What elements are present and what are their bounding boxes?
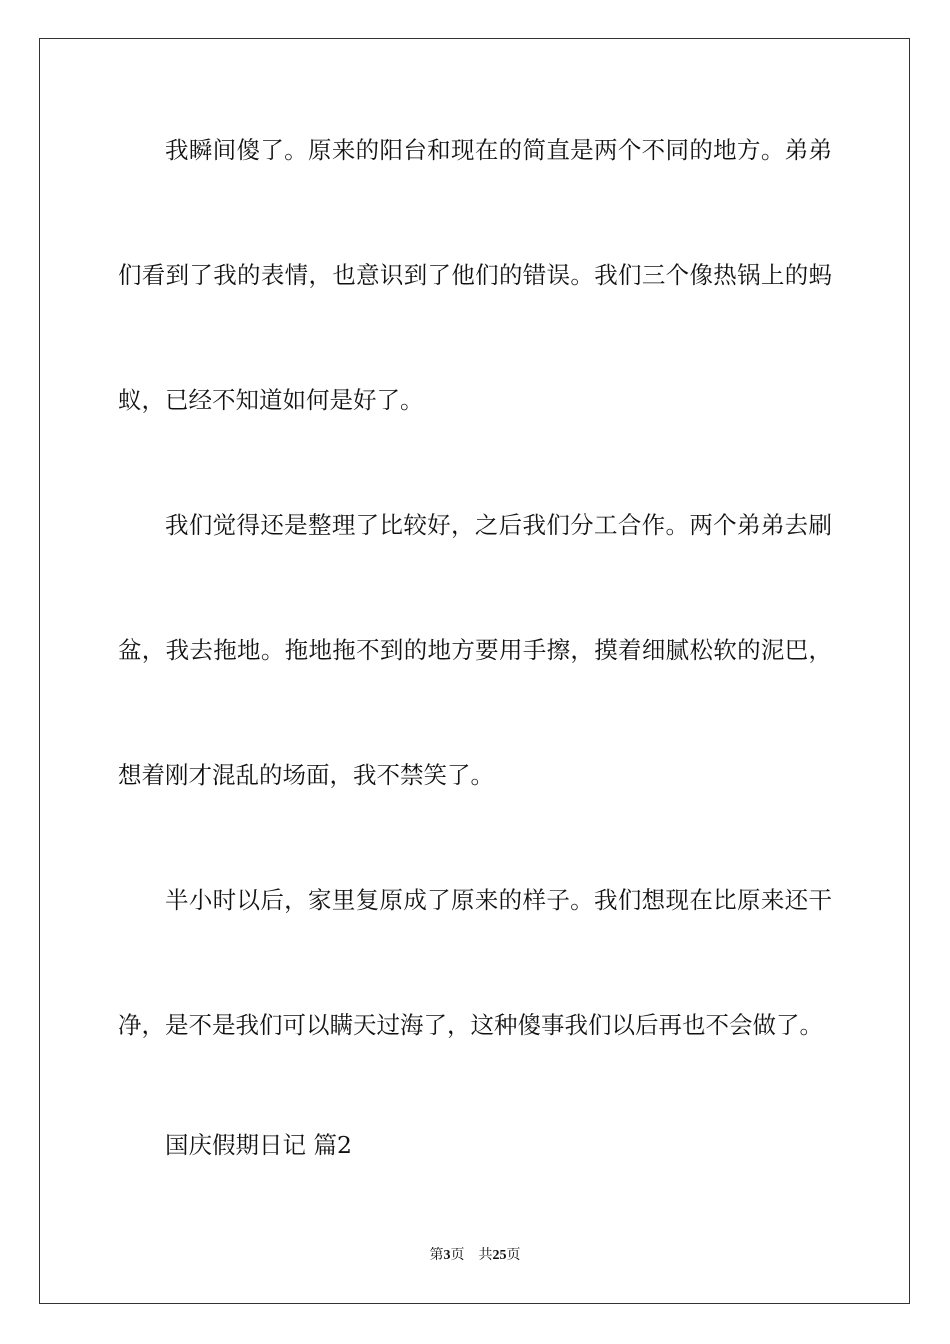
section-heading: 国庆假期日记 篇2 bbox=[165, 1131, 352, 1159]
paragraph-2-line-1: 我们觉得还是整理了比较好，之后我们分工合作。两个弟弟去刷 bbox=[165, 511, 832, 539]
total-prefix: 共 bbox=[478, 1248, 493, 1263]
page-suffix: 页 bbox=[450, 1248, 465, 1263]
paragraph-2-line-2: 盆，我去拖地。拖地拖不到的地方要用手擦，摸着细腻松软的泥巴， bbox=[118, 636, 832, 664]
page-current: 3 bbox=[443, 1248, 451, 1263]
page-total: 25 bbox=[492, 1248, 507, 1263]
paragraph-3-line-1: 半小时以后，家里复原成了原来的样子。我们想现在比原来还干 bbox=[165, 886, 832, 914]
paragraph-1-line-1: 我瞬间傻了。原来的阳台和现在的简直是两个不同的地方。弟弟 bbox=[165, 136, 832, 164]
paragraph-1-line-3: 蚁，已经不知道如何是好了。 bbox=[118, 386, 424, 414]
paragraph-3-line-2: 净，是不是我们可以瞒天过海了，这种傻事我们以后再也不会做了。 bbox=[118, 1011, 823, 1039]
page-prefix: 第 bbox=[429, 1248, 444, 1263]
total-suffix: 页 bbox=[506, 1248, 521, 1263]
page-footer bbox=[0, 1246, 950, 1266]
paragraph-1-line-2: 们看到了我的表情，也意识到了他们的错误。我们三个像热锅上的蚂 bbox=[118, 261, 832, 289]
paragraph-2-line-3: 想着刚才混乱的场面，我不禁笑了。 bbox=[118, 761, 494, 789]
